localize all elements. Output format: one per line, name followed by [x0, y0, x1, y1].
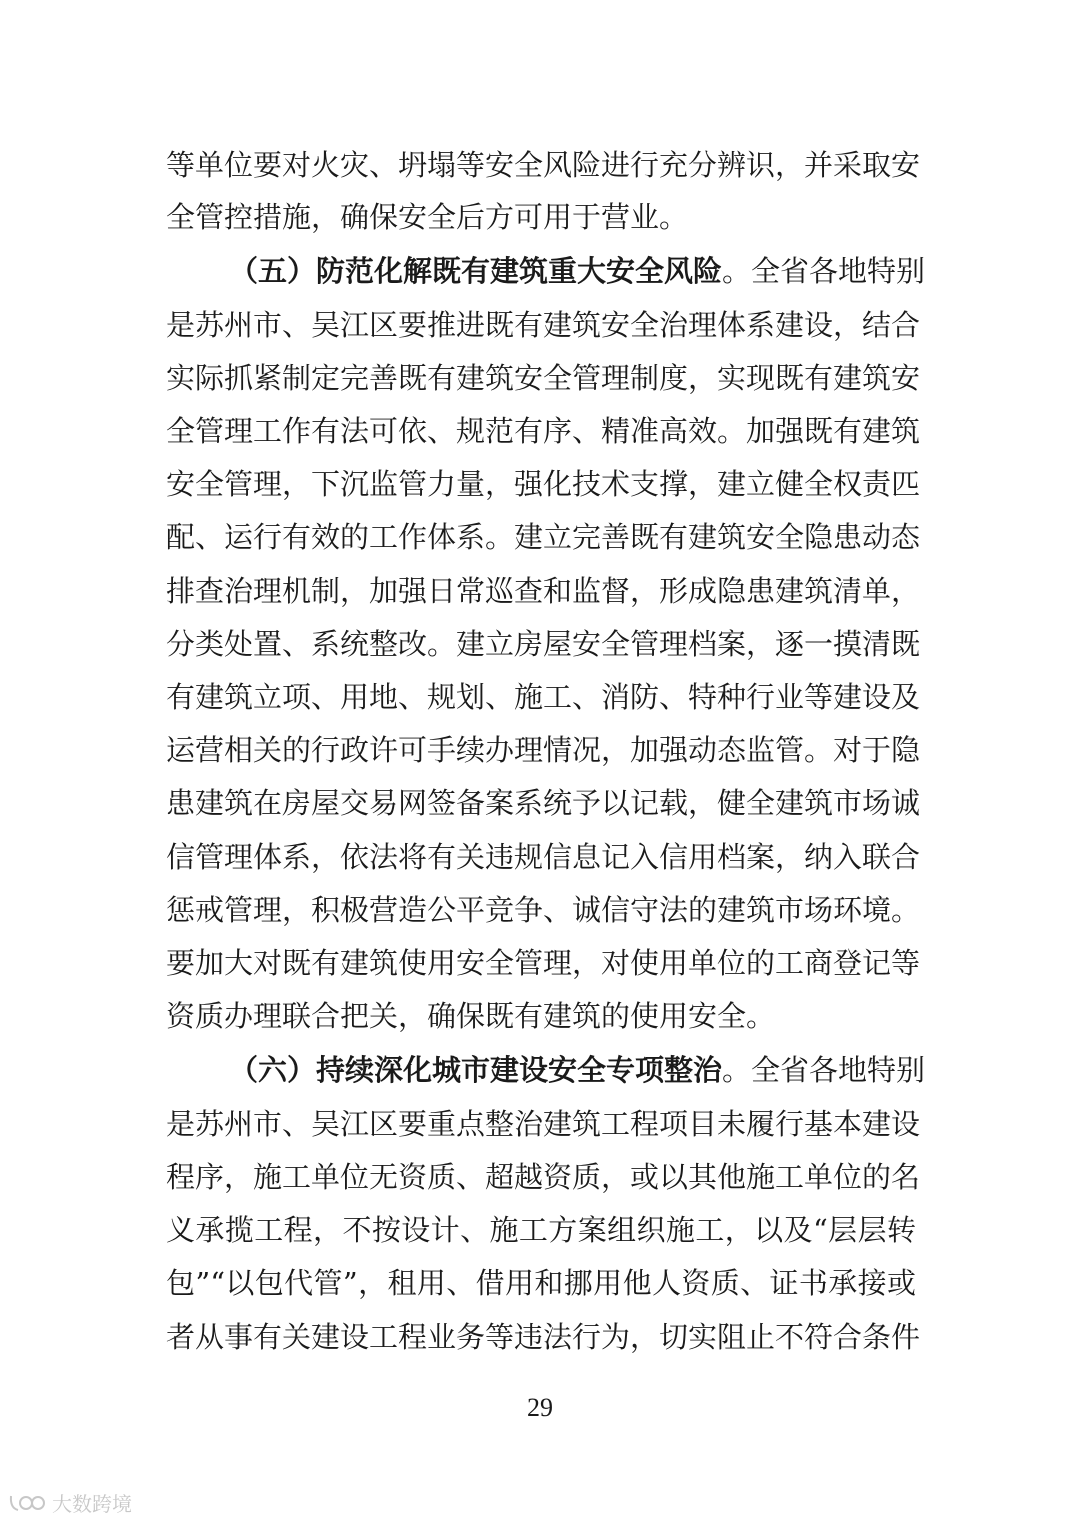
section-5-heading: （五）防范化解既有建筑重大安全风险: [229, 254, 723, 288]
text-line: 包”“以包代管”，租用、借用和挪用他人资质、证书承接或: [166, 1266, 916, 1300]
text-fragment: 。全省各地特别: [722, 254, 926, 288]
text-line: 全管控措施，确保安全后方可用于营业。: [166, 200, 689, 234]
watermark-logo-icon: [8, 1490, 48, 1514]
text-fragment: 。全省各地特别: [722, 1053, 926, 1087]
text-line: 运营相关的行政许可手续办理情况，加强动态监管。对于隐: [166, 733, 921, 767]
text-line: 安全管理，下沉监管力量，强化技术支撑，建立健全权责匹: [166, 467, 921, 501]
text-line: 是苏州市、吴江区要重点整治建筑工程项目未履行基本建设: [166, 1107, 921, 1141]
text-line: 分类处置、系统整改。建立房屋安全管理档案，逐一摸清既: [166, 627, 921, 661]
text-line: 义承揽工程，不按设计、施工方案组织施工，以及“层层转: [166, 1213, 916, 1247]
text-line: 信管理体系，依法将有关违规信息记入信用档案，纳入联合: [166, 840, 921, 874]
section-5-first-line: [229, 251, 926, 291]
text-line: 资质办理联合把关，确保既有建筑的使用安全。: [166, 999, 776, 1033]
section-6-first-line: [229, 1050, 926, 1090]
text-line: 程序，施工单位无资质、超越资质，或以其他施工单位的名: [166, 1160, 921, 1194]
watermark: [8, 1488, 132, 1516]
text-line: 实际抓紧制定完善既有建筑安全管理制度，实现既有建筑安: [166, 361, 921, 395]
text-line: 排查治理机制，加强日常巡查和监督，形成隐患建筑清单，: [166, 574, 921, 608]
watermark-text: 大数跨境: [52, 1491, 132, 1516]
text-line: 患建筑在房屋交易网签备案系统予以记载，健全建筑市场诚: [166, 786, 921, 820]
text-line: 有建筑立项、用地、规划、施工、消防、特种行业等建设及: [166, 680, 921, 714]
text-line: 是苏州市、吴江区要推进既有建筑安全治理体系建设，结合: [166, 308, 921, 342]
text-line: 全管理工作有法可依、规范有序、精准高效。加强既有建筑: [166, 414, 921, 448]
text-line: 惩戒管理，积极营造公平竞争、诚信守法的建筑市场环境。: [166, 893, 921, 927]
text-line: 等单位要对火灾、坍塌等安全风险进行充分辨识，并采取安: [166, 148, 921, 182]
page-number: 29: [527, 1393, 553, 1422]
text-line: 要加大对既有建筑使用安全管理，对使用单位的工商登记等: [166, 946, 921, 980]
text-line: 者从事有关建设工程业务等违法行为，切实阻止不符合条件: [166, 1320, 921, 1354]
section-6-heading: （六）持续深化城市建设安全专项整治: [229, 1053, 723, 1087]
text-line: 配、运行有效的工作体系。建立完善既有建筑安全隐患动态: [166, 520, 921, 554]
